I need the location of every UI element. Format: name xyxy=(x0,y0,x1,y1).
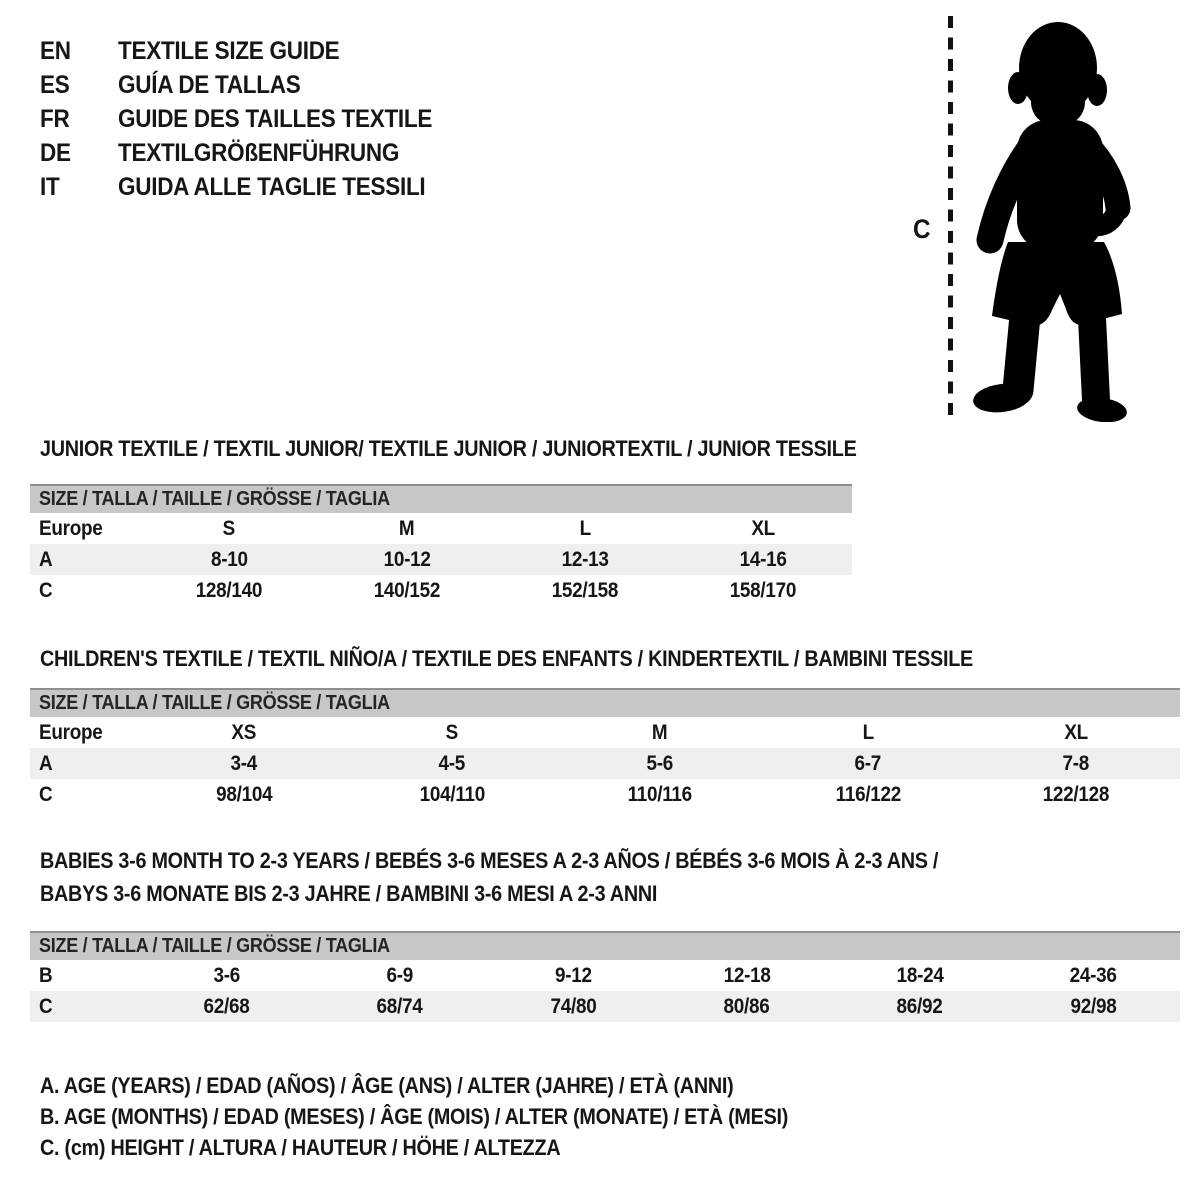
language-row xyxy=(40,68,467,102)
size-value-cell xyxy=(972,721,1180,745)
size-value-cell xyxy=(313,964,486,988)
size-value-cell xyxy=(140,783,348,807)
size-value-text: 68/74 xyxy=(377,994,423,1018)
row-label-cell xyxy=(30,752,140,776)
size-value-cell xyxy=(764,783,972,807)
size-value-cell xyxy=(348,783,556,807)
language-row xyxy=(40,102,467,136)
table-row-a xyxy=(30,544,852,575)
size-header-bar xyxy=(30,688,1180,717)
size-header-text: SIZE / TALLA / TAILLE / GRÖSSE / TAGLIA xyxy=(39,935,390,957)
language-label xyxy=(118,37,364,66)
section-titles xyxy=(40,844,1180,910)
size-value-cell xyxy=(140,995,313,1019)
language-code xyxy=(40,139,118,168)
size-value-cell xyxy=(833,995,1006,1019)
size-value-text: 92/98 xyxy=(1070,994,1117,1018)
size-value-text: 5-6 xyxy=(646,751,674,775)
size-value-cell xyxy=(140,964,313,988)
row-label-text: B xyxy=(39,963,53,987)
size-value-text: 110/116 xyxy=(627,782,693,806)
size-value-text: 4-5 xyxy=(438,751,466,775)
table-row-c xyxy=(30,779,1180,810)
size-value-cell xyxy=(833,964,1006,988)
size-value-text: S xyxy=(445,720,459,744)
size-value-text: L xyxy=(862,720,874,744)
table-row-c xyxy=(30,991,1180,1022)
section-title-line xyxy=(40,432,857,465)
row-label-text: Europe xyxy=(39,516,103,540)
language-code xyxy=(40,37,118,66)
size-value-cell xyxy=(140,548,318,572)
size-value-cell xyxy=(556,783,764,807)
size-value-text: 152/158 xyxy=(551,578,619,602)
size-value-text: 14-16 xyxy=(739,547,787,571)
measure-legend xyxy=(40,1070,871,1163)
size-value-text: 74/80 xyxy=(550,994,597,1018)
size-value-cell xyxy=(140,721,348,745)
size-value-cell xyxy=(556,752,764,776)
language-label-text: TEXTILE SIZE GUIDE xyxy=(118,36,340,65)
section-title-line xyxy=(40,877,1180,910)
legend-line xyxy=(40,1132,871,1163)
size-value-cell xyxy=(764,721,972,745)
size-value-cell xyxy=(674,579,852,603)
size-value-text: 7-8 xyxy=(1062,751,1090,775)
table-row-b xyxy=(30,960,1180,991)
section-title-line xyxy=(40,844,1180,877)
legend-line xyxy=(40,1070,871,1101)
size-value-text: 6-7 xyxy=(854,751,882,775)
size-value-cell xyxy=(674,517,852,541)
size-header-text: SIZE / TALLA / TAILLE / GRÖSSE / TAGLIA xyxy=(39,488,390,510)
size-value-text: 3-4 xyxy=(230,751,258,775)
size-value-cell xyxy=(496,548,674,572)
row-label-cell xyxy=(30,721,140,745)
toddler-silhouette-icon xyxy=(972,22,1129,422)
size-value-cell xyxy=(1007,964,1180,988)
size-value-cell xyxy=(140,517,318,541)
language-label xyxy=(118,139,430,168)
size-value-text: 158/170 xyxy=(729,578,797,602)
size-value-cell xyxy=(496,579,674,603)
row-label-cell xyxy=(30,995,140,1019)
row-label-cell xyxy=(30,548,140,572)
section-babies-textile xyxy=(30,844,1180,1018)
section-junior-textile xyxy=(30,432,857,602)
size-value-text: 104/110 xyxy=(419,782,485,806)
language-label-text: GUIDE DES TAILLES TEXTILE xyxy=(118,104,433,133)
language-label xyxy=(118,71,321,100)
size-value-cell xyxy=(556,721,764,745)
size-value-cell xyxy=(348,721,556,745)
language-code-text: ES xyxy=(40,70,70,99)
row-label-cell xyxy=(30,783,140,807)
children-size-table xyxy=(30,688,1180,810)
section-children-textile xyxy=(30,642,1180,806)
size-value-cell xyxy=(140,579,318,603)
size-value-text: 86/92 xyxy=(896,994,943,1018)
language-code xyxy=(40,173,118,202)
language-code-text: FR xyxy=(40,104,70,133)
section-title-text: BABIES 3-6 MONTH TO 2-3 YEARS / BEBÉS 3-6 MESES A 2-3 AÑOS / BÉBÉS 3-6 MOIS À 2-3 ANS / xyxy=(40,848,939,873)
size-value-text: 8-10 xyxy=(210,547,248,571)
size-value-text: 18-24 xyxy=(896,963,944,987)
size-value-text: 80/86 xyxy=(723,994,770,1018)
height-measure-label: C xyxy=(913,214,931,244)
language-label-text: GUÍA DE TALLAS xyxy=(118,70,301,99)
table-row-a xyxy=(30,748,1180,779)
size-value-text: 62/68 xyxy=(203,994,250,1018)
size-value-cell xyxy=(140,752,348,776)
row-label-cell xyxy=(30,964,140,988)
size-value-text: 12-18 xyxy=(723,963,771,987)
size-value-text: 3-6 xyxy=(213,963,240,987)
junior-size-table xyxy=(30,484,852,606)
language-code xyxy=(40,71,118,100)
legend-line-text: C. (cm) HEIGHT / ALTURA / HAUTEUR / HÖHE / ALTEZZA xyxy=(40,1135,561,1160)
size-value-text: 12-13 xyxy=(561,547,609,571)
size-value-cell xyxy=(1007,995,1180,1019)
size-value-text: 24-36 xyxy=(1069,963,1117,987)
size-header-text: SIZE / TALLA / TAILLE / GRÖSSE / TAGLIA xyxy=(39,692,390,714)
size-value-text: 9-12 xyxy=(554,963,592,987)
table-row-europe xyxy=(30,717,1180,748)
size-value-cell xyxy=(660,964,833,988)
section-title-text: CHILDREN'S TEXTILE / TEXTIL NIÑO/A / TEXTILE DES ENFANTS / KINDERTEXTIL / BAMBINI TESSILE xyxy=(40,646,973,671)
language-code-text: IT xyxy=(40,172,60,201)
section-title-text: BABYS 3-6 MONATE BIS 2-3 JAHRE / BAMBINI 3-6 MESI A 2-3 ANNI xyxy=(40,881,658,906)
language-row xyxy=(40,34,467,68)
language-code xyxy=(40,105,118,134)
size-value-text: 116/122 xyxy=(835,782,901,806)
size-value-cell xyxy=(348,752,556,776)
size-value-text: 98/104 xyxy=(215,782,273,806)
row-label-cell xyxy=(30,517,140,541)
size-header-bar xyxy=(30,484,852,513)
size-value-text: M xyxy=(652,720,668,744)
size-value-text: 122/128 xyxy=(1042,782,1110,806)
size-value-cell xyxy=(318,548,496,572)
size-value-text: M xyxy=(399,516,415,540)
size-value-text: XS xyxy=(231,720,257,744)
language-row xyxy=(40,170,467,204)
size-value-cell xyxy=(313,995,486,1019)
legend-line-text: A. AGE (YEARS) / EDAD (AÑOS) / ÂGE (ANS) / ALTER (JAHRE) / ETÀ (ANNI) xyxy=(40,1073,734,1098)
size-value-text: S xyxy=(222,516,236,540)
legend-line xyxy=(40,1101,871,1132)
size-value-cell xyxy=(318,517,496,541)
size-header-bar xyxy=(30,931,1180,960)
size-value-cell xyxy=(487,995,660,1019)
section-title-line xyxy=(40,642,1180,675)
size-value-cell xyxy=(496,517,674,541)
size-value-text: 128/140 xyxy=(195,578,263,602)
row-label-text: C xyxy=(39,578,53,602)
size-value-text: L xyxy=(579,516,591,540)
size-value-cell xyxy=(972,783,1180,807)
language-label xyxy=(118,173,460,202)
size-value-text: XL xyxy=(1064,720,1088,744)
section-titles xyxy=(40,432,857,465)
size-value-cell xyxy=(660,995,833,1019)
language-header xyxy=(40,34,467,204)
table-row-c xyxy=(30,575,852,606)
table-row-europe xyxy=(30,513,852,544)
row-label-cell xyxy=(30,579,140,603)
size-value-text: 10-12 xyxy=(383,547,431,571)
size-value-cell xyxy=(972,752,1180,776)
size-value-text: 140/152 xyxy=(373,578,441,602)
language-label-text: TEXTILGRÖßENFÜHRUNG xyxy=(118,138,400,167)
height-figure xyxy=(900,12,1150,422)
row-label-text: A xyxy=(39,547,53,571)
language-code-text: EN xyxy=(40,36,71,65)
size-value-text: 6-9 xyxy=(386,963,414,987)
size-value-cell xyxy=(674,548,852,572)
babies-size-table xyxy=(30,931,1180,1022)
legend-line-text: B. AGE (MONTHS) / EDAD (MESES) / ÂGE (MOIS) / ALTER (MONATE) / ETÀ (MESI) xyxy=(40,1104,789,1129)
row-label-text: Europe xyxy=(39,720,103,744)
language-label-text: GUIDA ALLE TAGLIE TESSILI xyxy=(118,172,426,201)
section-titles xyxy=(40,642,1180,675)
row-label-text: A xyxy=(39,751,53,775)
language-row xyxy=(40,136,467,170)
size-value-cell xyxy=(764,752,972,776)
row-label-text: C xyxy=(39,782,53,806)
row-label-text: C xyxy=(39,994,53,1018)
language-label xyxy=(118,105,467,134)
language-code-text: DE xyxy=(40,138,71,167)
size-value-cell xyxy=(318,579,496,603)
size-value-cell xyxy=(487,964,660,988)
section-title-text: JUNIOR TEXTILE / TEXTIL JUNIOR/ TEXTILE JUNIOR / JUNIORTEXTIL / JUNIOR TESSILE xyxy=(40,436,857,461)
size-value-text: XL xyxy=(751,516,775,540)
